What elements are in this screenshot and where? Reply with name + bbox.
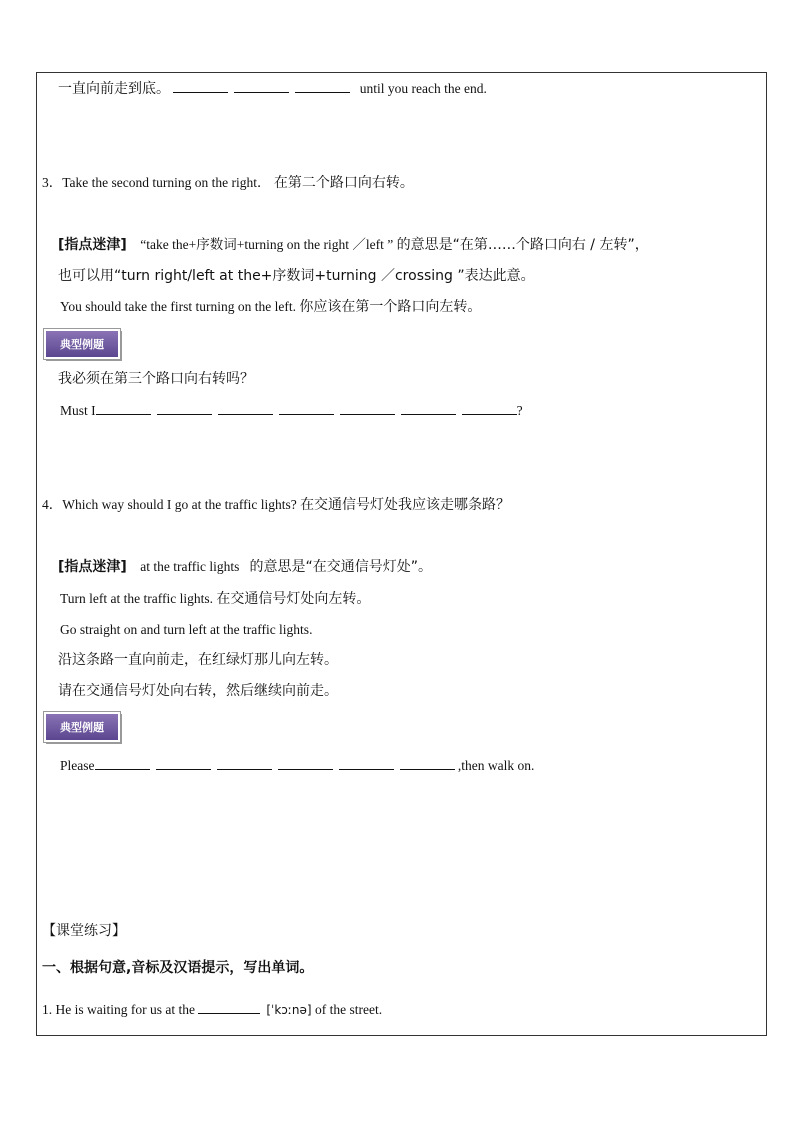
tip-english: “take the+序数词+turning on the right ／left ”	[140, 237, 394, 252]
q1-phonetic: [ˈkɔːnə]	[266, 1003, 312, 1017]
typical-example-badge: 典型例题	[44, 329, 120, 359]
typical-example-badge: 典型例题	[44, 712, 120, 742]
answer-blank[interactable]	[198, 1003, 260, 1014]
practice-title: 【课堂练习】	[42, 923, 126, 939]
tip-chinese: 的意思是“在交通信号灯处”。	[249, 559, 433, 575]
item3-question	[58, 372, 254, 386]
item2-chinese: 一直向前走到底。	[58, 81, 170, 97]
practice-section	[42, 961, 313, 975]
answer-blank[interactable]	[173, 82, 228, 93]
tip-chinese: 的意思是“在第……个路口向右 / 左转”，	[396, 237, 649, 253]
item3-answer	[60, 404, 523, 418]
answer-blank[interactable]	[156, 759, 211, 770]
item3-english: 3．Take the second turning on the right．	[42, 175, 271, 190]
item4-question	[58, 684, 338, 698]
answer-blank[interactable]	[462, 404, 517, 415]
worksheet-frame	[36, 72, 767, 1036]
answer-blank[interactable]	[400, 759, 455, 770]
answer-blank[interactable]	[157, 404, 212, 415]
item2-line	[58, 82, 487, 96]
answer-suffix: ?	[516, 403, 523, 418]
tip-english: at the traffic lights	[140, 559, 240, 574]
item4-heading	[42, 498, 510, 512]
item3-chinese: 在第二个路口向右转。	[273, 175, 414, 191]
answer-blank[interactable]	[339, 759, 394, 770]
answer-suffix: ,then walk on.	[454, 758, 535, 773]
item3-tip2	[58, 269, 535, 283]
example2-chinese: 沿这条路一直向前走，在红绿灯那儿向左转。	[58, 652, 338, 668]
item4-tip	[58, 560, 432, 574]
answer-blank[interactable]	[401, 404, 456, 415]
answer-blank[interactable]	[218, 404, 273, 415]
q1-prefix: 1. He is waiting for us at the	[42, 1002, 195, 1017]
item2-tail: until you reach the end.	[359, 81, 487, 96]
question-chinese: 请在交通信号灯处向右转，然后继续向前走。	[58, 683, 338, 699]
item3-tip	[58, 238, 649, 252]
answer-blank[interactable]	[340, 404, 395, 415]
example-english: You should take the first turning on the left.	[60, 299, 296, 314]
item3-example	[60, 300, 481, 314]
example-chinese: 你应该在第一个路口向左转。	[299, 299, 482, 315]
item4-example2-en	[60, 623, 312, 637]
example1-english: Turn left at the traffic lights.	[60, 591, 213, 606]
practice-heading	[42, 924, 126, 938]
example1-chinese: 在交通信号灯处向左转。	[216, 591, 371, 607]
item4-example1	[60, 592, 370, 606]
tip-line2: 也可以用“turn right/left at the+序数词+turning ／crossing ”表达此意。	[58, 268, 535, 284]
answer-blank[interactable]	[279, 404, 334, 415]
tip-label: [指点迷津]	[58, 237, 127, 253]
practice-q1	[42, 1003, 382, 1017]
item4-example2-zh	[58, 653, 338, 667]
answer-prefix: Must I	[60, 403, 96, 418]
question-chinese: 我必须在第三个路口向右转吗？	[58, 371, 254, 387]
item4-answer	[60, 759, 534, 773]
q1-suffix: of the street.	[314, 1002, 383, 1017]
answer-blank[interactable]	[95, 759, 150, 770]
answer-blank[interactable]	[96, 404, 151, 415]
answer-blank[interactable]	[234, 82, 289, 93]
item3-heading	[42, 176, 414, 190]
section-title: 一、根据句意,音标及汉语提示，写出单词。	[42, 960, 314, 976]
tip-label: [指点迷津]	[58, 559, 127, 575]
item4-english: 4．Which way should I go at the traffic lights?	[42, 497, 297, 512]
example2-english: Go straight on and turn left at the traffic lights.	[60, 622, 313, 637]
item4-chinese: 在交通信号灯处我应该走哪条路？	[300, 497, 511, 513]
answer-blank[interactable]	[278, 759, 333, 770]
answer-prefix: Please	[60, 758, 95, 773]
answer-blank[interactable]	[295, 82, 350, 93]
answer-blank[interactable]	[217, 759, 272, 770]
